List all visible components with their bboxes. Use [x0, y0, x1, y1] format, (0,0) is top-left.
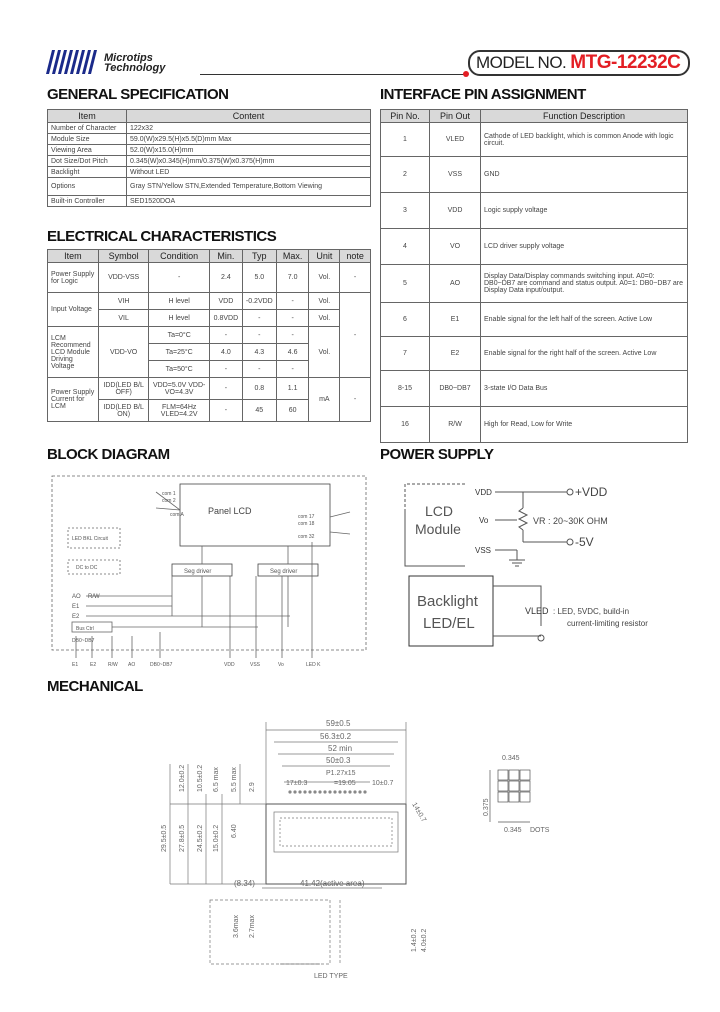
logo-name [104, 53, 165, 73]
pin-head-no: Pin No. [381, 110, 430, 123]
mech-h27: 2.7max [249, 915, 256, 938]
power-supply-diagram [395, 472, 695, 672]
mech-d50: 50±0.3 [326, 756, 351, 765]
block-seg-right: Seg driver [270, 569, 298, 575]
mech-d52: 52 min [328, 744, 353, 753]
pin-row-out: R/W [430, 407, 481, 443]
mech-d10: 10±0.7 [372, 780, 394, 787]
power-vled-note1: : LED, 5VDC, build-in [553, 607, 630, 616]
pin-head-out: Pin Out [430, 110, 481, 123]
pin-row-no: 1 [381, 123, 430, 157]
pin-row [381, 157, 688, 193]
pin-row-out: VSS [430, 157, 481, 193]
block-led-bkl: LED BKL Circuit [72, 536, 108, 542]
elec-lcm-max3: - [276, 361, 309, 378]
elec-power-cond: - [149, 263, 210, 293]
block-com17: com 17 [298, 514, 315, 520]
pins-title: INTERFACE PIN ASSIGNMENT [380, 86, 586, 103]
block-dc-dc: DC to DC [76, 565, 98, 571]
elec-lcm-cond3: Ta=50°C [149, 361, 210, 378]
general-row [48, 134, 371, 145]
elec-power-min: 2.4 [209, 263, 242, 293]
block-title: BLOCK DIAGRAM [47, 446, 170, 463]
elec-lcm-cond2: Ta=25°C [149, 344, 210, 361]
pin-row-desc: Enable signal for the right half of the screen. Active Low [481, 337, 688, 371]
elec-power-note: - [340, 263, 371, 293]
general-row-content: Without LED [127, 167, 371, 178]
elec-cur-cond1: VDD=5.0V VDD-VO=4.3V [149, 378, 210, 400]
elec-vih-max: - [276, 293, 309, 310]
pin-row-out: E1 [430, 303, 481, 337]
elec-cur-item: Power Supply Current for LCM [48, 378, 99, 422]
power-vdd: VDD [475, 488, 492, 497]
power-vss: VSS [475, 546, 492, 555]
power-lcd-1: LCD [425, 503, 454, 519]
mech-v55: 5.5 max [231, 767, 238, 792]
elec-cur-min2: - [209, 400, 242, 422]
mech-d56: 56.3±0.2 [320, 732, 352, 741]
block-com18: com 18 [298, 521, 315, 527]
elec-lcm-max2: 4.6 [276, 344, 309, 361]
general-row-content: 0.345(W)x0.345(H)mm/0.375(W)x0.375(H)mm [127, 156, 371, 167]
elec-vil-symbol: VIL [98, 310, 149, 327]
elec-head-typ: Typ [242, 250, 276, 263]
general-row-content: 59.0(W)x29.5(H)x5.5(D)mm Max [127, 134, 371, 145]
mech-v65: 6.5 max [213, 767, 220, 792]
block-sig-rw: R/W [88, 594, 100, 600]
general-head-content: Content [127, 110, 371, 123]
general-title: GENERAL SPECIFICATION [47, 86, 229, 103]
elec-vil-min: 0.8VDD [209, 310, 242, 327]
pin-assignment-table [380, 109, 688, 443]
elec-lcm-symbol: VDD-VO [98, 327, 149, 378]
general-row-item: Built-in Controller [48, 196, 127, 207]
block-pin-ledk: LED K [306, 662, 321, 668]
elec-power-typ: 5.0 [242, 263, 276, 293]
pin-row-desc: Display Data/Display commands switching input. A0=0: DB0~DB7 are command and status output. A0=1: DB0~DB7 are Display Data input/output. [481, 265, 688, 303]
elec-lcm-min1: - [209, 327, 242, 344]
mech-d59: 59±0.5 [326, 719, 351, 728]
pin-row-no: 3 [381, 193, 430, 229]
power-backlight-2: LED/EL [423, 615, 475, 632]
power-plus-vdd: +VDD [575, 485, 608, 499]
pin-row [381, 229, 688, 265]
elec-cur-max2: 60 [276, 400, 309, 422]
general-row [48, 167, 371, 178]
pin-row-no: 16 [381, 407, 430, 443]
pin-row-no: 8-15 [381, 371, 430, 407]
pin-head-desc: Function Description [481, 110, 688, 123]
pin-row-desc: GND [481, 157, 688, 193]
general-row-item: Options [48, 178, 127, 196]
elec-head-max: Max. [276, 250, 309, 263]
electrical-table [47, 249, 371, 422]
elec-head-min: Min. [209, 250, 242, 263]
mech-d17: 17±0.3 [286, 780, 308, 787]
pin-row [381, 123, 688, 157]
power-lcd-2: Module [415, 521, 461, 537]
power-title: POWER SUPPLY [380, 446, 494, 463]
elec-vih-min: VDD [209, 293, 242, 310]
pin-row-desc: Enable signal for the left half of the screen. Active Low [481, 303, 688, 337]
elec-lcm-min2: 4.0 [209, 344, 242, 361]
pin-row-no: 2 [381, 157, 430, 193]
elec-cur-note: - [340, 378, 371, 422]
general-row-item: Viewing Area [48, 145, 127, 156]
elec-vil-cond: H level [149, 310, 210, 327]
elec-power-item: Power Supply for Logic [48, 263, 99, 293]
elec-cur-unit: mA [309, 378, 340, 422]
mech-dp: P1.27x15 [326, 770, 356, 777]
block-pin-ao: AO [128, 662, 136, 668]
mech-v29: 2.9 [249, 782, 256, 792]
elec-vih-symbol: VIH [98, 293, 149, 310]
elec-cur-cond2: FLM=64Hz VLED=4.2V [149, 400, 210, 422]
elec-cur-symbol1: IDD(LED B/L OFF) [98, 378, 149, 400]
elec-cur-typ1: 0.8 [242, 378, 276, 400]
pin-row [381, 303, 688, 337]
block-sig-e1: E1 [72, 604, 80, 610]
pin-row-out: DB0~DB7 [430, 371, 481, 407]
elec-input-note: - [340, 293, 371, 378]
elec-head-unit: Unit [309, 250, 340, 263]
pin-row-desc: High for Read, Low for Write [481, 407, 688, 443]
pin-row [381, 337, 688, 371]
power-vo: Vo [479, 516, 489, 525]
power-minus5v: -5V [575, 535, 594, 549]
block-com1: com 1 [162, 491, 176, 497]
elec-input-item: Input Voltage [48, 293, 99, 327]
block-diagram [50, 472, 370, 672]
logo-line2: Technology [104, 62, 166, 74]
block-com32: com 32 [298, 534, 315, 540]
model-label: MODEL NO. [476, 53, 567, 72]
general-head-item: Item [48, 110, 127, 123]
mech-h36: 3.6max [233, 915, 240, 938]
general-row-content: 122x32 [127, 123, 371, 134]
mech-v640: 6.40 [231, 824, 238, 838]
elec-head-note: note [340, 250, 371, 263]
block-bus-ctrl: Bus Ctrl [76, 626, 94, 632]
block-sig-db: DB0~DB7 [72, 638, 95, 644]
pin-row [381, 371, 688, 407]
elec-head-symbol: Symbol [98, 250, 149, 263]
pin-row-desc: Logic supply voltage [481, 193, 688, 229]
microtips-logo-icon [44, 46, 104, 76]
block-pin-vdd: VDD [224, 662, 235, 668]
block-sig-e2: E2 [72, 614, 80, 620]
mech-v40: 4.0±0.2 [421, 928, 428, 952]
elec-vih-cond: H level [149, 293, 210, 310]
pin-row [381, 265, 688, 303]
pin-row-no: 4 [381, 229, 430, 265]
mechanical-drawing [150, 712, 580, 1002]
power-vled-note2: current-limiting resistor [567, 619, 648, 628]
elec-vil-typ: - [242, 310, 276, 327]
general-row [48, 145, 371, 156]
model-box [468, 50, 690, 76]
logo-line1: Microtips [104, 52, 153, 64]
block-pin-rw: R/W [108, 662, 118, 668]
elec-lcm-min3: - [209, 361, 242, 378]
pin-row-out: VLED [430, 123, 481, 157]
elec-vil-max: - [276, 310, 309, 327]
block-pin-vo: Vo [278, 662, 284, 668]
mech-dots: DOTS [530, 827, 550, 834]
pin-row-no: 7 [381, 337, 430, 371]
pin-row-desc: LCD driver supply voltage [481, 229, 688, 265]
pin-row-out: E2 [430, 337, 481, 371]
elec-cur-max1: 1.1 [276, 378, 309, 400]
mech-dot-03b: 0.345 [504, 827, 522, 834]
mech-led-type: LED TYPE [314, 973, 348, 980]
elec-vih-typ: -0.2VDD [242, 293, 276, 310]
header-rule [200, 74, 468, 75]
elec-lcm-typ1: - [242, 327, 276, 344]
elec-lcm-typ2: 4.3 [242, 344, 276, 361]
general-spec-table [47, 109, 371, 207]
block-comA: com A [170, 512, 184, 518]
pin-row-desc: 3-state I/O Data Bus [481, 371, 688, 407]
header-dot [463, 71, 469, 77]
block-pin-db: DB0~DB7 [150, 662, 173, 668]
elec-lcm-cond1: Ta=0°C [149, 327, 210, 344]
mech-v150: 15.0±0.2 [213, 824, 220, 852]
mech-v14b: 1.4±0.2 [411, 928, 418, 952]
general-row [48, 123, 371, 134]
block-pin-e2: E2 [90, 662, 97, 668]
elec-power-unit: Vol. [309, 263, 340, 293]
elec-lcm-item: LCM Recommend LCD Module Driving Voltage [48, 327, 99, 378]
pin-row-desc: Cathode of LED backlight, which is common Anode with logic circuit. [481, 123, 688, 157]
general-row-item: Backlight [48, 167, 127, 178]
block-pin-e1: E1 [72, 662, 79, 668]
elec-vil-unit: Vol. [309, 310, 340, 327]
elec-cur-typ2: 45 [242, 400, 276, 422]
block-frame [52, 476, 366, 650]
elec-head-item: Item [48, 250, 99, 263]
power-vr: VR : 20~30K OHM [533, 516, 608, 526]
mech-d834: (8.34) [234, 879, 255, 888]
general-row [48, 196, 371, 207]
mech-d1905: =19.05 [334, 780, 356, 787]
elec-power-max: 7.0 [276, 263, 309, 293]
block-seg-left: Seg driver [184, 569, 212, 575]
mech-v295: 29.5±0.5 [161, 824, 168, 852]
general-row-item: Dot Size/Dot Pitch [48, 156, 127, 167]
mech-v105: 10.5±0.2 [197, 764, 204, 792]
block-com2: com 2 [162, 498, 176, 504]
pin-row-no: 6 [381, 303, 430, 337]
general-row-content: Gray STN/Yellow STN,Extended Temperature,Bottom Viewing [127, 178, 371, 196]
mech-v245: 24.5±0.2 [197, 824, 204, 852]
elec-head-condition: Condition [149, 250, 210, 263]
power-vled: VLED [525, 606, 549, 616]
mech-title: MECHANICAL [47, 678, 143, 695]
general-row-content: 52.0(W)x15.0(H)mm [127, 145, 371, 156]
elec-lcm-max1: - [276, 327, 309, 344]
electrical-title: ELECTRICAL CHARACTERISTICS [47, 228, 277, 245]
mech-v120: 12.0±0.2 [179, 764, 186, 792]
elec-cur-min1: - [209, 378, 242, 400]
elec-cur-symbol2: IDD(LED B/L ON) [98, 400, 149, 422]
block-panel-label: Panel LCD [208, 506, 252, 516]
elec-lcm-typ3: - [242, 361, 276, 378]
model-value: MTG-12232C [570, 52, 681, 73]
block-sig-ao: AO [72, 594, 81, 600]
mech-v278: 27.8±0.5 [179, 824, 186, 852]
mech-d4142: 41.42(active area) [300, 879, 365, 888]
general-row-item: Module Size [48, 134, 127, 145]
pin-row-no: 5 [381, 265, 430, 303]
mech-dot-0375: 0.375 [483, 798, 490, 816]
general-row [48, 178, 371, 196]
pin-row-out: VO [430, 229, 481, 265]
pin-row-out: AO [430, 265, 481, 303]
elec-vih-unit: Vol. [309, 293, 340, 310]
mech-d14: 14±0.7 [410, 801, 428, 824]
pin-row [381, 407, 688, 443]
general-row-content: SED1520DOA [127, 196, 371, 207]
mech-dot-0345: 0.345 [502, 755, 520, 762]
elec-lcm-unit: Vol. [309, 327, 340, 378]
elec-power-symbol: VDD-VSS [98, 263, 149, 293]
general-row-item: Number of Character [48, 123, 127, 134]
pin-row [381, 193, 688, 229]
general-row [48, 156, 371, 167]
pin-row-out: VDD [430, 193, 481, 229]
power-backlight-1: Backlight [417, 593, 478, 610]
block-pin-vss: VSS [250, 662, 261, 668]
